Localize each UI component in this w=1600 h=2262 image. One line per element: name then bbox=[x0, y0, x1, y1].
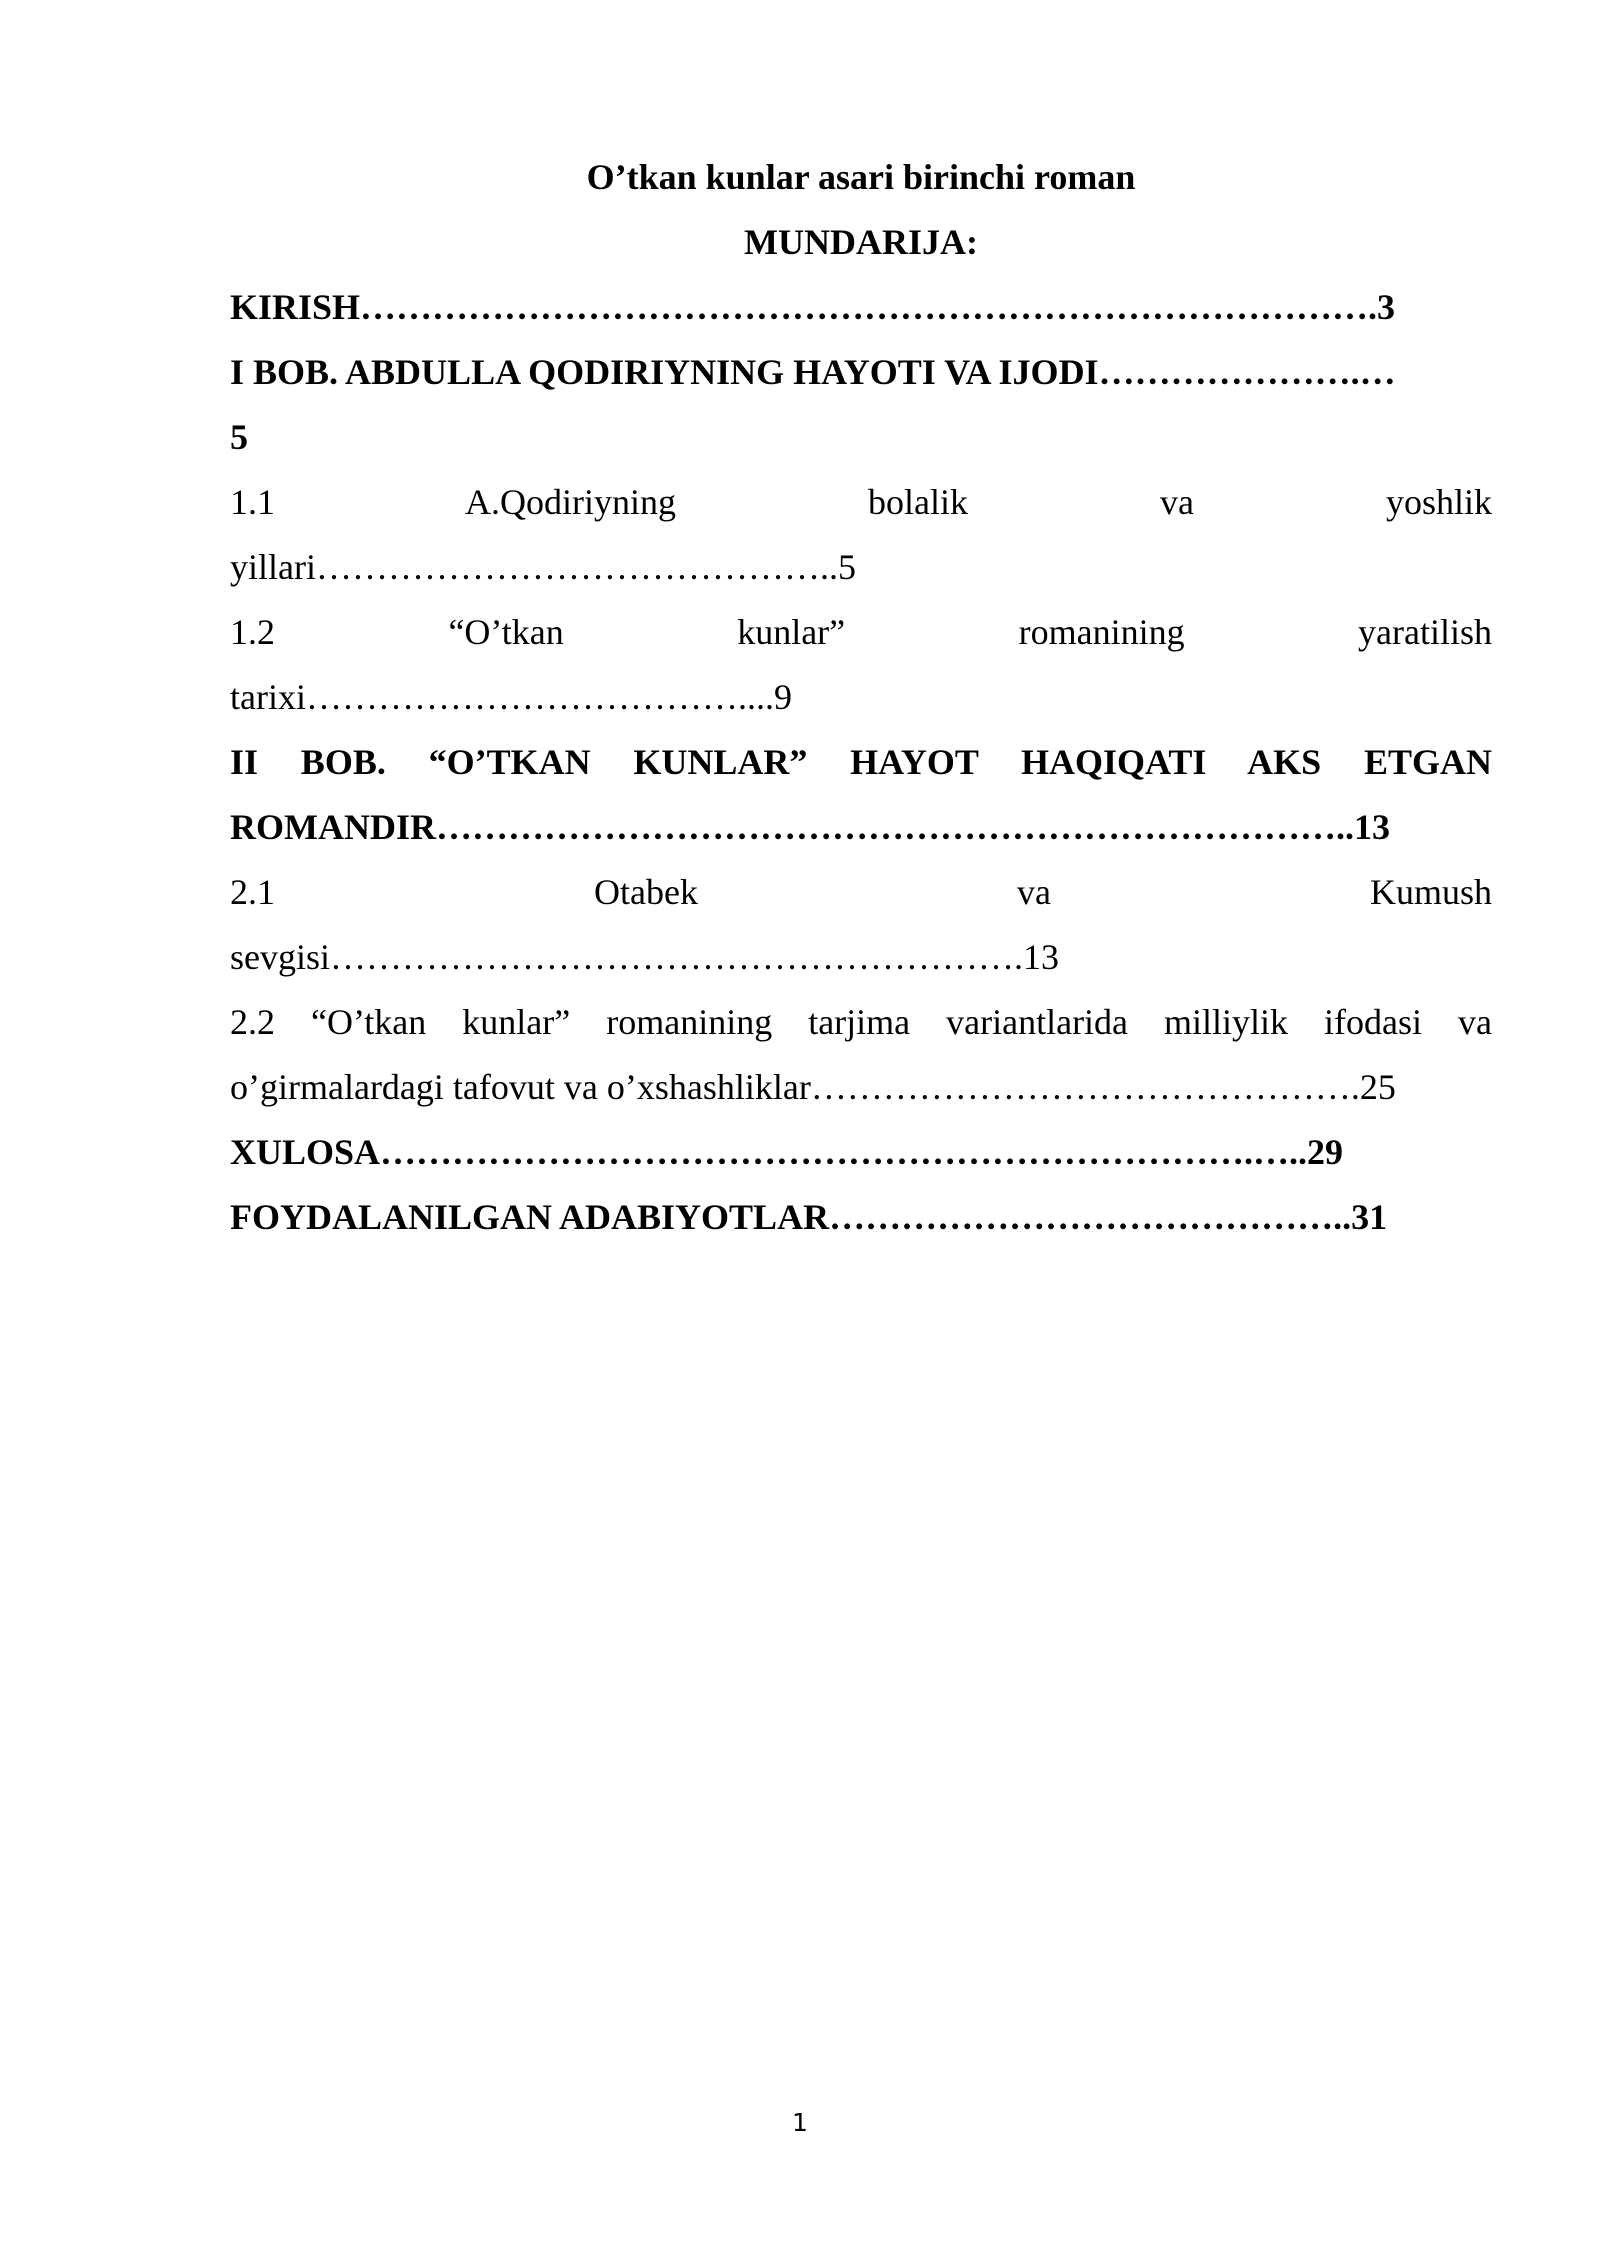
page-number: 1 bbox=[792, 2108, 808, 2137]
toc-entry-chapter-1 bbox=[230, 340, 1492, 470]
toc-entry-line: XULOSA……………………………………………………………….…..29 bbox=[230, 1132, 1344, 1172]
toc-entry-line: o’girmalardagi tafovut va o’xshashliklar……………………………………….25 bbox=[230, 1067, 1396, 1107]
toc-entry-line: sevgisi………………………………………………….13 bbox=[230, 937, 1060, 977]
toc-entry-line: I BOB. ABDULLA QODIRIYNING HAYOTI VA IJODI………………….… bbox=[230, 352, 1396, 392]
toc-entry-section-1-1 bbox=[230, 470, 1492, 600]
toc-entry-xulosa bbox=[230, 1120, 1492, 1185]
toc-entry-line: 2.2 “O’tkan kunlar” romanining tarjima variantlarida milliylik ifodasi va bbox=[230, 1002, 1492, 1042]
toc-entry-line: II BOB. “O’TKAN KUNLAR” HAYOT HAQIQATI AKS ETGAN bbox=[230, 742, 1492, 782]
document-title: O’tkan kunlar asari birinchi roman bbox=[586, 157, 1136, 197]
toc-entry-kirish bbox=[230, 275, 1492, 340]
toc-entry-section-1-2 bbox=[230, 600, 1492, 730]
toc-entry-chapter-2 bbox=[230, 730, 1492, 860]
toc-entry-line: 2.1 Otabek va Kumush bbox=[230, 872, 1492, 912]
toc-entry-line: 1.2 “O’tkan kunlar” romanining yaratilish bbox=[230, 612, 1492, 652]
toc-entry-bibliography bbox=[230, 1185, 1492, 1250]
toc-entry-line: 1.1 A.Qodiriyning bolalik va yoshlik bbox=[230, 482, 1492, 522]
toc-entry-line: tarixi………………………………....9 bbox=[230, 677, 792, 717]
toc-entry-section-2-1 bbox=[230, 860, 1492, 990]
toc-entry-line: KIRISH………………………………………………………………………….3 bbox=[230, 287, 1396, 327]
toc-entry-line: yillari……………………………………..5 bbox=[230, 547, 856, 587]
toc-entry-line: ROMANDIR…………………………………………………………………..13 bbox=[230, 807, 1390, 847]
toc-heading: MUNDARIJA: bbox=[744, 222, 978, 262]
toc-entry-page: 5 bbox=[230, 417, 248, 457]
page-content bbox=[230, 145, 1492, 1250]
toc-entry-line: FOYDALANILGAN ADABIYOTLAR……………………………………..31 bbox=[230, 1197, 1388, 1237]
toc-entry-section-2-2 bbox=[230, 990, 1492, 1120]
